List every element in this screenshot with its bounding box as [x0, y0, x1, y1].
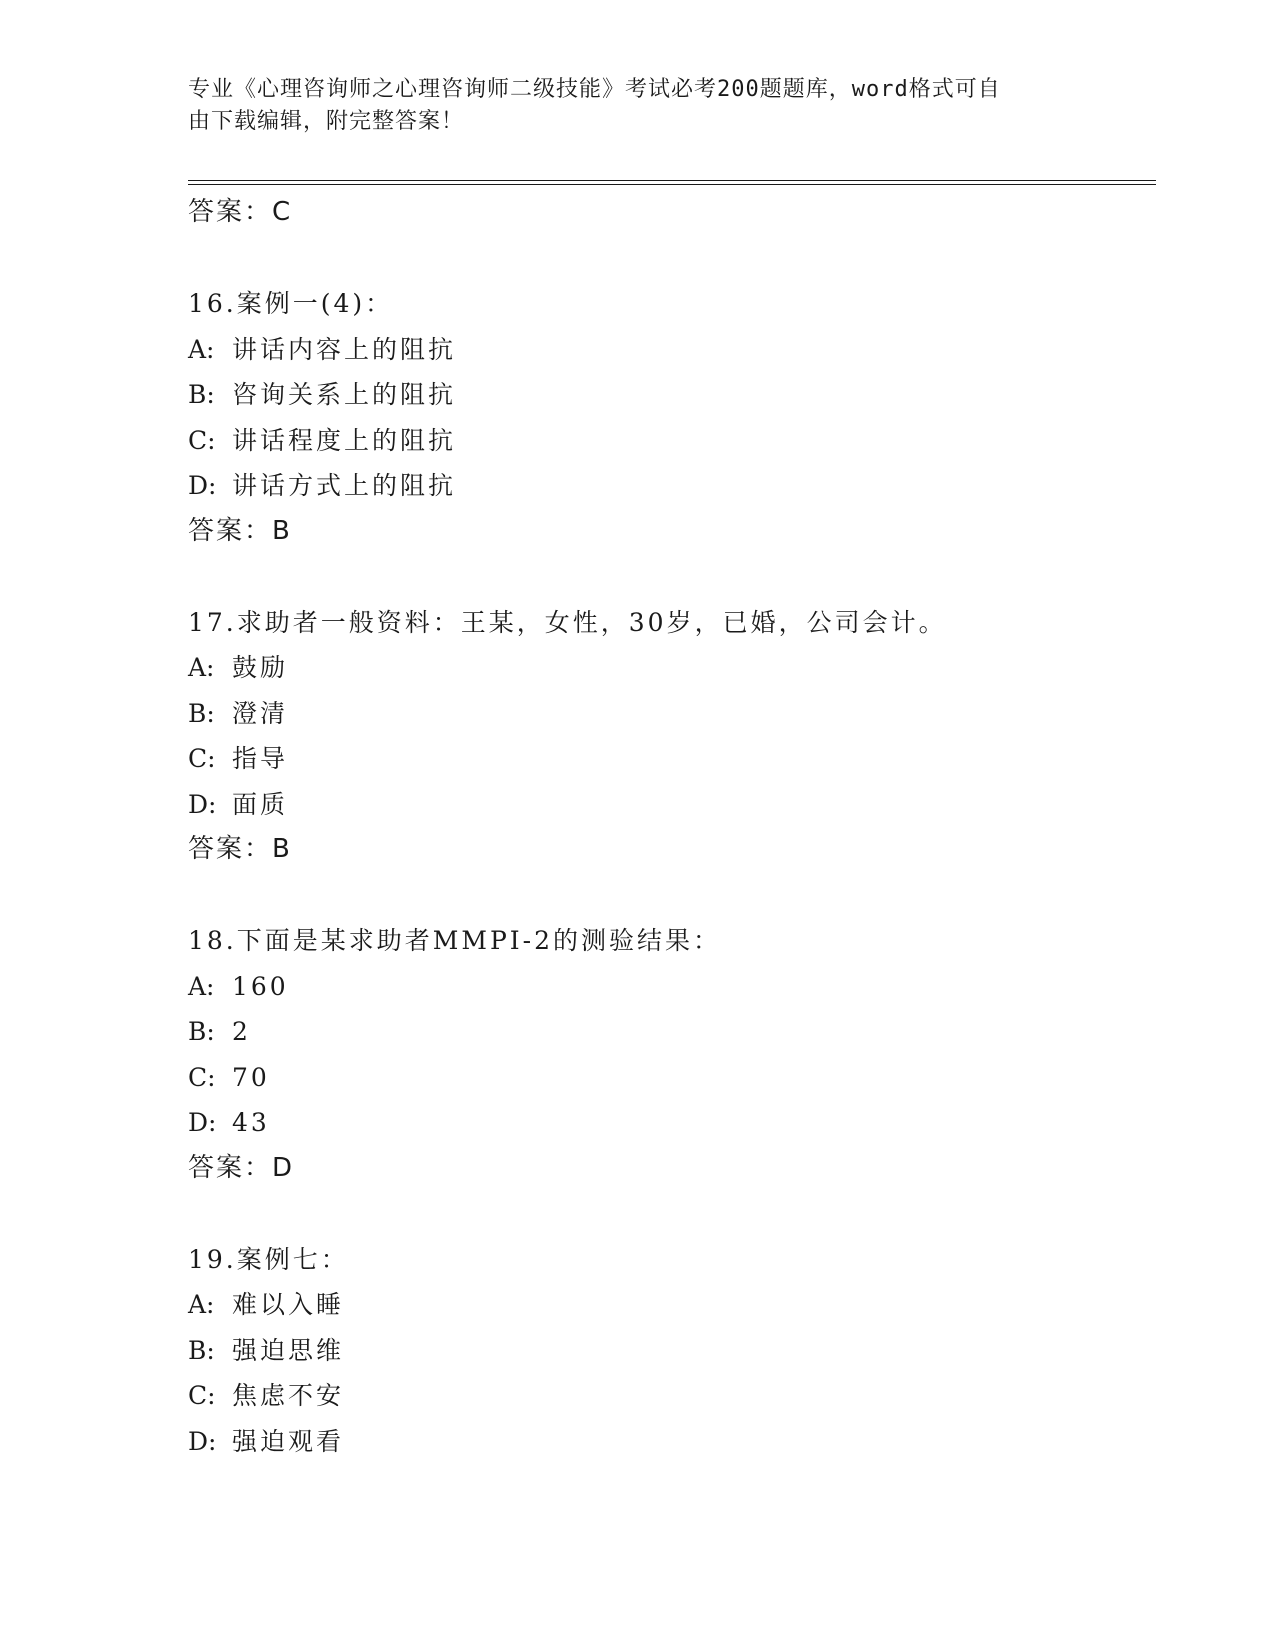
question-block [188, 600, 1148, 873]
question-block [188, 918, 1148, 1191]
option-key: C: [188, 1381, 216, 1410]
option-key: D: [188, 1108, 217, 1137]
spacer [188, 1191, 1148, 1237]
option-text: 面质 [232, 789, 289, 819]
option-key: B: [188, 1335, 215, 1365]
question-list [188, 190, 1148, 1464]
question-stem: 16.案例一(4)： [188, 289, 394, 318]
option-text: 鼓励 [232, 653, 289, 682]
option-text: 澄清 [232, 698, 289, 728]
option-key: B: [188, 1017, 215, 1046]
header-line-2: 由下载编辑，附完整答案！ [188, 109, 465, 134]
option-key: B: [188, 698, 215, 728]
option-c [188, 1055, 1148, 1101]
option-text: 强迫观看 [232, 1426, 345, 1456]
option-text: 43 [232, 1108, 270, 1137]
option-text: 强迫思维 [232, 1335, 345, 1365]
question-block [188, 1237, 1148, 1465]
option-key: D: [188, 471, 217, 500]
option-d [188, 1100, 1148, 1146]
option-key: C: [188, 1062, 216, 1092]
option-a [188, 964, 1148, 1010]
spacer [188, 873, 1148, 919]
option-key: D: [188, 789, 217, 819]
option-key: D: [188, 1426, 217, 1456]
option-key: A: [188, 971, 215, 1001]
option-text: 咨询关系上的阻抗 [232, 380, 457, 409]
option-b [188, 372, 1148, 418]
option-text: 70 [232, 1062, 270, 1092]
option-a [188, 327, 1148, 373]
option-c [188, 736, 1148, 782]
question-stem: 18.下面是某求助者MMPI-2的测验结果： [188, 926, 722, 955]
option-text: 讲话程度上的阻抗 [232, 425, 457, 455]
option-key: C: [188, 744, 216, 773]
spacer [188, 236, 1148, 282]
option-d [188, 782, 1148, 828]
option-key: B: [188, 380, 215, 409]
answer-line: 答案：B [188, 834, 292, 864]
question-block [188, 281, 1148, 554]
document-header [188, 74, 1068, 138]
option-text: 讲话内容上的阻抗 [232, 334, 457, 364]
question-stem: 19.案例七： [188, 1244, 349, 1274]
option-text: 2 [232, 1017, 251, 1046]
option-a [188, 1282, 1148, 1328]
answer-line: 答案：D [188, 1152, 295, 1183]
option-key: C: [188, 425, 216, 455]
option-text: 焦虑不安 [232, 1381, 345, 1410]
option-d [188, 1419, 1148, 1465]
option-text: 难以入睡 [232, 1290, 345, 1319]
option-text: 160 [232, 971, 289, 1001]
question-stem: 17.求助者一般资料：王某，女性，30岁，已婚，公司会计。 [188, 607, 947, 637]
option-key: A: [188, 334, 215, 364]
answer-line: 答案：C [188, 197, 293, 227]
option-d [188, 463, 1148, 509]
option-c [188, 1373, 1148, 1419]
option-text: 讲话方式上的阻抗 [232, 471, 457, 500]
header-divider-top [188, 180, 1156, 181]
option-b [188, 1328, 1148, 1374]
option-key: A: [188, 653, 215, 682]
option-key: A: [188, 1290, 215, 1319]
option-text: 指导 [232, 744, 289, 773]
option-c [188, 418, 1148, 464]
option-b [188, 1009, 1148, 1055]
spacer [188, 554, 1148, 600]
option-a [188, 645, 1148, 691]
header-line-1: 专业《心理咨询师之心理咨询师二级技能》考试必考200题题库，word格式可自 [188, 77, 1001, 102]
header-divider-bottom [188, 184, 1156, 185]
option-b [188, 691, 1148, 737]
answer-line: 答案：B [188, 515, 292, 546]
